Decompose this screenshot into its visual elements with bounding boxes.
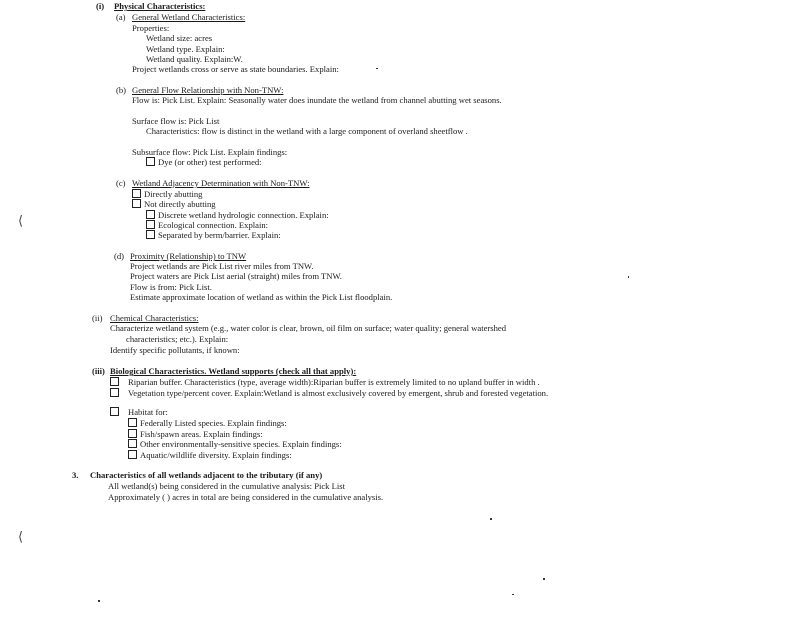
directly-abutting-label: Directly abutting	[144, 189, 203, 199]
proximity-aerial-miles: Project waters are Pick List aerial (straight) miles from TNW.	[130, 271, 342, 281]
scan-speck	[512, 594, 514, 595]
aquatic-diversity-label: Aquatic/wildlife diversity. Explain findings:	[140, 450, 292, 460]
dye-test-checkbox[interactable]	[146, 157, 155, 166]
subsection-d-label: (d)	[114, 251, 125, 261]
federally-listed-label: Federally Listed species. Explain findings:	[140, 418, 287, 428]
scan-speck	[543, 578, 545, 580]
separated-berm-checkbox[interactable]	[146, 230, 155, 239]
scan-speck	[628, 276, 629, 278]
habitat-label: Habitat for:	[128, 407, 168, 417]
scan-speck	[98, 600, 100, 602]
subsection-d-title: Proximity (Relationship) to TNW	[130, 251, 247, 261]
separated-berm-label: Separated by berm/barrier. Explain:	[158, 230, 281, 240]
subsection-c-title: Wetland Adjacency Determination with Non-TNW:	[132, 178, 310, 188]
section-ii-number: (ii)	[92, 313, 103, 323]
subsection-c-label: (c)	[116, 178, 126, 188]
subsurface-flow: Subsurface flow: Pick List. Explain findings:	[132, 147, 288, 157]
flow-characteristics: Characteristics: flow is distinct in the wetland with a large component of overland sheetflow .	[146, 126, 468, 136]
state-boundaries: Project wetlands cross or serve as state boundaries. Explain:	[132, 64, 339, 74]
cumulative-wetlands: All wetland(s) being considered in the cumulative analysis: Pick List	[108, 481, 345, 491]
subsection-a-title: General Wetland Characteristics:	[132, 12, 246, 22]
wetland-quality: Wetland quality. Explain:W.	[146, 54, 243, 64]
discrete-connection-checkbox[interactable]	[146, 210, 155, 219]
federally-listed-checkbox[interactable]	[128, 418, 137, 427]
riparian-checkbox[interactable]	[110, 377, 119, 386]
scan-mark-lower: ⟨	[18, 530, 24, 545]
section-i-title: Physical Characteristics:	[114, 1, 206, 11]
subsection-b-label: (b)	[116, 85, 127, 95]
cumulative-acres: Approximately ( ) acres in total are being considered in the cumulative analysis.	[108, 492, 384, 502]
wetland-size: Wetland size: acres	[146, 33, 213, 43]
fish-spawn-checkbox[interactable]	[128, 429, 137, 438]
ecological-connection-checkbox[interactable]	[146, 220, 155, 229]
sensitive-species-label: Other environmentally-sensitive species. Explain findings:	[140, 439, 342, 449]
scan-speck	[490, 518, 492, 520]
not-directly-abutting-label: Not directly abutting	[144, 199, 216, 209]
section-3-number: 3.	[72, 470, 79, 480]
chemical-pollutants: Identify specific pollutants, if known:	[110, 345, 240, 355]
subsection-b-title: General Flow Relationship with Non-TNW:	[132, 85, 284, 95]
habitat-checkbox[interactable]	[110, 407, 119, 416]
ecological-connection-label: Ecological connection. Explain:	[158, 220, 269, 230]
fish-spawn-label: Fish/spawn areas. Explain findings:	[140, 429, 263, 439]
vegetation-checkbox[interactable]	[110, 388, 119, 397]
dye-test-label: Dye (or other) test performed:	[158, 157, 262, 167]
chemical-line-2: characteristics; etc.). Explain:	[126, 334, 229, 344]
flow-is: Flow is: Pick List. Explain: Seasonally water does inundate the wetland from channel abutting wet seasons.	[132, 95, 502, 105]
vegetation-label: Vegetation type/percent cover. Explain:Wetland is almost exclusively covered by emergent, shrub and forested vegetation.	[128, 388, 549, 398]
chemical-line-1: Characterize wetland system (e.g., water color is clear, brown, oil film on surface; water quality; general watershed	[110, 323, 507, 333]
proximity-flow-from: Flow is from: Pick List.	[130, 282, 212, 292]
section-iii-title: Biological Characteristics. Wetland supports (check all that apply):	[110, 366, 357, 376]
sensitive-species-checkbox[interactable]	[128, 439, 137, 448]
proximity-floodplain: Estimate approximate location of wetland as within the Pick List floodplain.	[130, 292, 393, 302]
wetland-type: Wetland type. Explain:	[146, 44, 225, 54]
section-iii-number: (iii)	[92, 366, 105, 376]
aquatic-diversity-checkbox[interactable]	[128, 450, 137, 459]
section-i-number: (i)	[96, 1, 105, 11]
scan-speck	[376, 68, 378, 69]
section-3-title: Characteristics of all wetlands adjacent to the tributary (if any)	[90, 470, 323, 480]
riparian-label: Riparian buffer. Characteristics (type, average width):Riparian buffer is extremely limited to no upland buffer in width .	[128, 377, 540, 387]
not-directly-abutting-checkbox[interactable]	[132, 199, 141, 208]
proximity-river-miles: Project wetlands are Pick List river miles from TNW.	[130, 261, 314, 271]
section-ii-title: Chemical Characteristics:	[110, 313, 199, 323]
surface-flow: Surface flow is: Pick List	[132, 116, 220, 126]
scan-mark-upper: ⟨	[18, 214, 24, 229]
directly-abutting-checkbox[interactable]	[132, 189, 141, 198]
properties-label: Properties:	[132, 23, 170, 33]
subsection-a-label: (a)	[116, 12, 126, 22]
discrete-connection-label: Discrete wetland hydrologic connection. Explain:	[158, 210, 329, 220]
